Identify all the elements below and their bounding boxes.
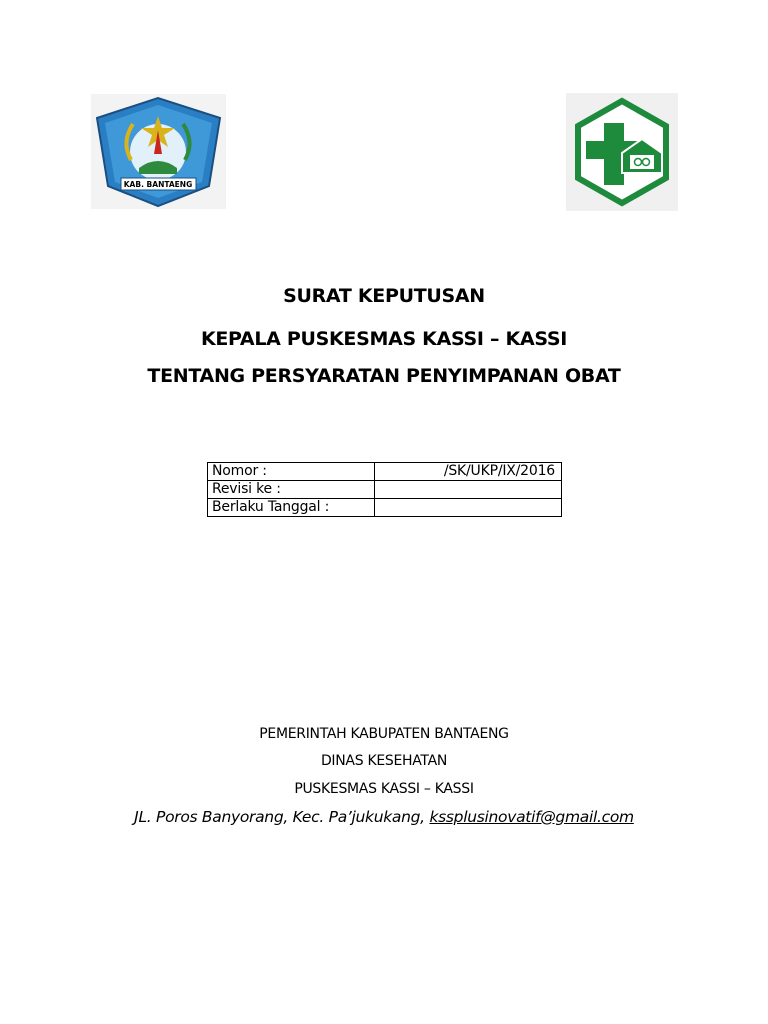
meta-value-berlaku xyxy=(375,499,562,517)
meta-label-berlaku: Berlaku Tanggal : xyxy=(208,499,375,517)
footer-government: PEMERINTAH KABUPATEN BANTAENG xyxy=(259,726,509,742)
document-subtitle-subject: TENTANG PERSYARATAN PENYIMPANAN OBAT xyxy=(147,365,621,387)
footer-department: DINAS KESEHATAN xyxy=(320,753,448,769)
bantaeng-emblem-logo xyxy=(91,94,226,209)
meta-label-revisi: Revisi ke : xyxy=(208,481,375,499)
table-row xyxy=(208,463,562,481)
puskesmas-health-logo xyxy=(566,93,678,211)
footer-address: JL. Poros Banyorang, Kec. Pa’jukukang, xyxy=(134,808,430,826)
document-subtitle-issuer: KEPALA PUSKESMAS KASSI – KASSI xyxy=(200,328,568,350)
table-row xyxy=(208,481,562,499)
meta-value-revisi xyxy=(375,481,562,499)
meta-value-nomor: /SK/UKP/IX/2016 xyxy=(375,463,562,481)
document-meta-table xyxy=(207,462,562,517)
footer-puskesmas: PUSKESMAS KASSI – KASSI xyxy=(294,781,474,797)
table-row xyxy=(208,499,562,517)
meta-label-nomor: Nomor : xyxy=(208,463,375,481)
footer-email-link[interactable]: kssplusinovatif@gmail.com xyxy=(429,808,634,826)
document-title: SURAT KEPUTUSAN xyxy=(283,285,485,307)
footer-address-line xyxy=(0,808,768,826)
emblem-lettering: KAB. BANTAENG xyxy=(123,180,193,189)
